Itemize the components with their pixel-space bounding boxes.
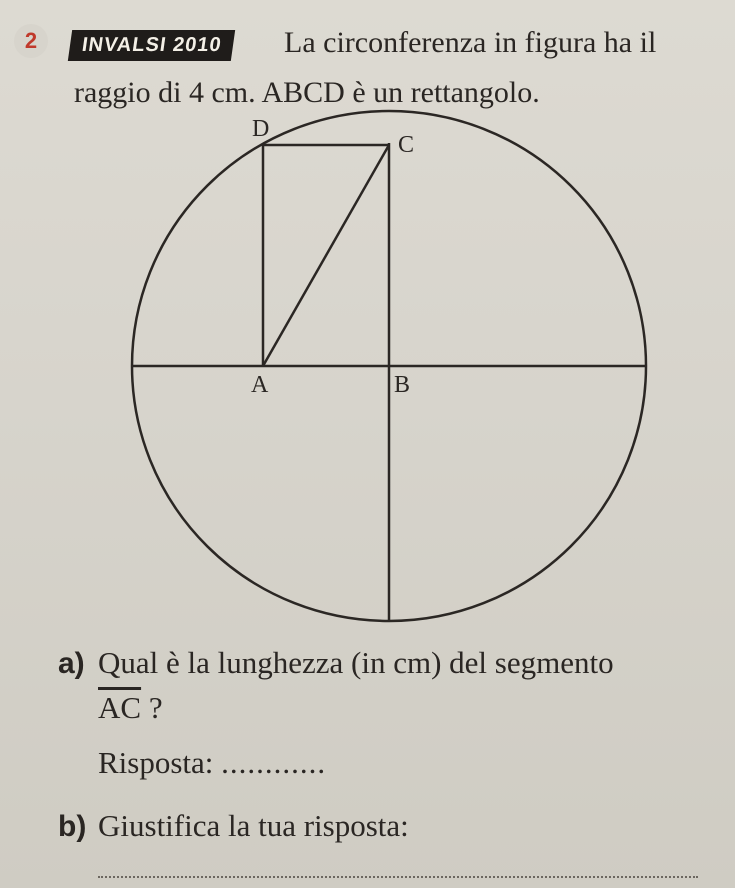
label-d: D — [252, 116, 270, 142]
answer-blank[interactable]: ............ — [221, 745, 327, 780]
segment-ref — [98, 690, 163, 726]
question-a — [58, 645, 614, 681]
label-b: B — [394, 372, 411, 398]
justification-line[interactable] — [98, 874, 698, 878]
intro-line-1: La circonferenza in figura ha il — [284, 26, 657, 59]
source-tag: INVALSI 2010 — [68, 30, 236, 61]
label-a: A — [251, 372, 269, 398]
question-a-text: Qual è la lunghezza (in cm) del segmento — [98, 645, 614, 680]
segment-ac: $\overline{AC}$ — [98, 690, 142, 725]
question-b-text: Giustifica la tua risposta: — [98, 808, 409, 843]
label-c: C — [398, 132, 415, 158]
question-a-letter: a) — [58, 647, 85, 680]
intro-line-2: raggio di 4 cm. ABCD è un rettangolo. — [74, 76, 540, 109]
question-b — [58, 808, 409, 844]
diagonal-ac — [263, 145, 389, 366]
question-mark: ? — [148, 690, 163, 725]
exercise-number: 2 — [14, 24, 48, 58]
answer-label: Risposta: — [98, 745, 214, 780]
question-b-letter: b) — [58, 810, 87, 843]
answer-line — [98, 745, 326, 781]
